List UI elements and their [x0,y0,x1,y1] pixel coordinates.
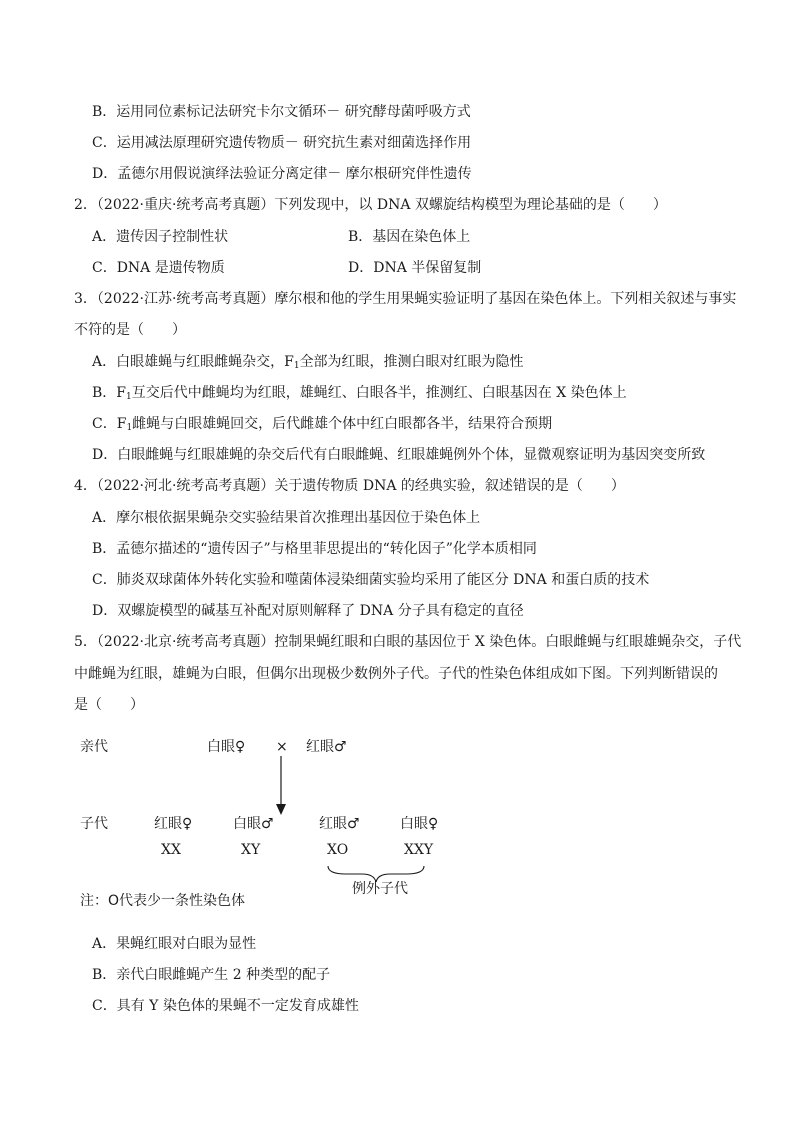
question-4-option-c: C．肺炎双球菌体外转化实验和噬菌体浸染细菌实验均采用了能区分 DNA 和蛋白质的技术 [92,572,650,588]
question-3-stem: 3．（2022·江苏·统考高考真题）摩尔根和他的学生用果蝇实验证明了基因在染色体上。下列相关叙述与事实 [74,291,737,307]
diagram-note: 注：O代表少一条性染色体 [80,893,246,909]
question-2-option-b: B．基因在染色体上 [348,229,471,245]
option-d: D．孟德尔用假说演绎法验证分离定律－ 摩尔根研究伴性遗传 [92,166,472,182]
question-4-stem: 4．（2022·河北·统考高考真题）关于遗传物质 DNA 的经典实验，叙述错误的是（ ） [74,478,625,494]
exception-label: 例外子代 [352,881,408,897]
question-5-stem-cont: 中雌蝇为红眼，雄蝇为白眼，但偶尔出现极少数例外子代。子代的性染色体组成如下图。下列判断错误的 [74,666,718,682]
question-2-stem: 2．（2022·重庆·统考高考真题）下列发现中，以 DNA 双螺旋结构模型为理论基础的是（ ） [74,197,667,213]
question-3-option-b: B．$F_1$互交后代中雌蝇均为红眼，雄蝇红、白眼各半，推测红、白眼基因在 X 染色体上 [92,385,627,402]
question-5-option-c: C．具有 Y 染色体的果蝇不一定发育成雄性 [92,998,359,1014]
offspring-phenotype: 白眼♂ [233,816,274,832]
question-2-option-a: A．遗传因子控制性状 [92,229,229,245]
parent-female: 白眼♀ [207,739,246,755]
option-b: B．运用同位素标记法研究卡尔文循环－ 研究酵母菌呼吸方式 [92,104,471,120]
parent-male: 红眼♂ [306,739,347,755]
question-3-option-c: C．$F_1$雌蝇与白眼雄蝇回交，后代雌雄个体中红白眼都各半，结果符合预期 [92,416,553,433]
question-4-option-b: B．孟德尔描述的“遗传因子”与格里菲思提出的“转化因子”化学本质相同 [92,541,537,557]
question-3-option-a: A．白眼雄蝇与红眼雌蝇杂交，$F_1$全部为红眼，推测白眼对红眼为隐性 [92,354,524,371]
cross-symbol: × [276,739,288,755]
cross-arrow-head [276,804,286,815]
question-4-option-a: A．摩尔根依据果蝇杂交实验结果首次推理出基因位于染色体上 [92,510,481,526]
offspring-genotype: XO [327,842,349,858]
question-5-stem-cont-2: 是（ ） [74,697,144,713]
offspring-phenotype: 白眼♀ [400,816,439,832]
question-4-option-d: D．双螺旋模型的碱基互补配对原则解释了 DNA 分子具有稳定的直径 [92,603,524,619]
question-5-stem: 5．（2022·北京·统考高考真题）控制果蝇红眼和白眼的基因位于 X 染色体。白眼雌蝇与红眼雄蝇杂交，子代 [74,634,742,650]
question-2-option-c: C．DNA 是遗传物质 [92,260,225,276]
parent-label: 亲代 [80,739,108,755]
offspring-phenotype: 红眼♂ [319,816,360,832]
question-5-option-a: A．果蝇红眼对白眼为显性 [92,936,257,952]
offspring-phenotype: 红眼♀ [154,816,193,832]
offspring-genotype: XX [161,842,181,858]
offspring-label: 子代 [80,816,108,832]
question-3-stem-cont: 不符的是（ ） [74,322,186,338]
question-2-option-d: D．DNA 半保留复制 [348,260,482,276]
question-3-option-d: D．白眼雌蝇与红眼雄蝇的杂交后代有白眼雌蝇、红眼雄蝇例外个体，显微观察证明为基因突变所致 [92,447,706,463]
offspring-genotype: XXY [404,842,434,858]
question-5-option-b: B．亲代白眼雌蝇产生 2 种类型的配子 [92,967,331,983]
option-c: C．运用减法原理研究遗传物质－ 研究抗生素对细菌选择作用 [92,135,472,151]
offspring-genotype: XY [241,842,261,858]
